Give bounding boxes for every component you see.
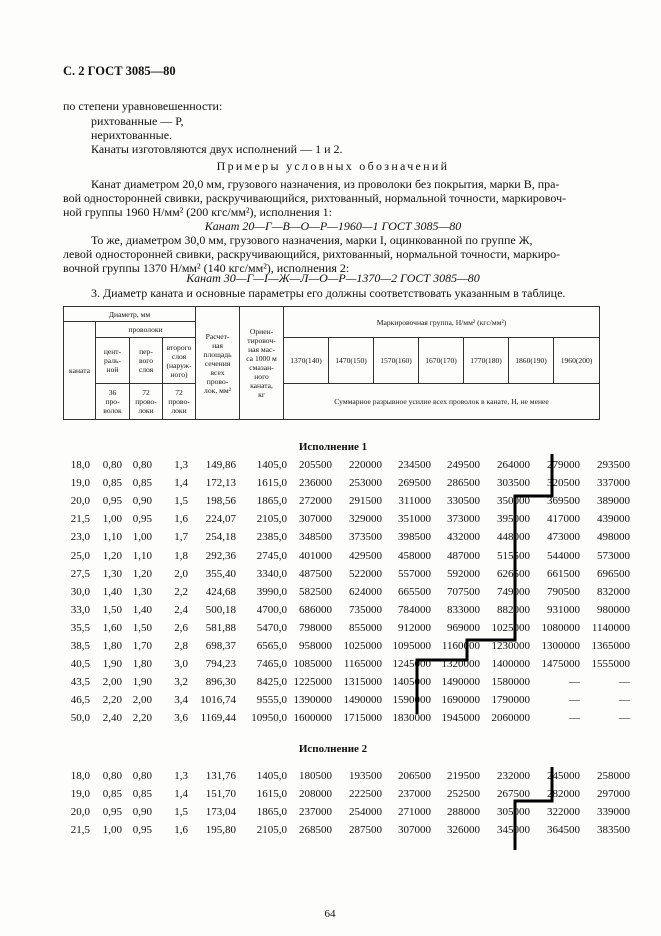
th-first-count: 72 прово- локи [130, 384, 163, 420]
table-cell: 735000 [349, 603, 382, 616]
section1-title: Исполнение 1 [298, 441, 368, 453]
table-cell: 624000 [349, 585, 382, 598]
table-cell: 1405,0 [256, 770, 287, 782]
table-cell: 1365000 [591, 640, 630, 652]
table-cell: 1405,0 [256, 459, 287, 471]
table-cell: 1016,74 [200, 694, 236, 707]
table-cell: 1,00 [102, 824, 122, 837]
table-cell: 1390000 [293, 694, 332, 707]
th-group-title: Маркировочная группа, Н/мм² (кгс/мм²) [284, 307, 600, 338]
table-cell: — [619, 676, 630, 689]
table-cell: 1,8 [174, 549, 188, 562]
table-cell: 254000 [349, 806, 382, 819]
table-cell: 307000 [398, 824, 431, 837]
table-cell: 896,30 [205, 676, 236, 689]
table-cell: 0,90 [132, 806, 152, 819]
table-cell: 232000 [497, 770, 530, 782]
table-cell: 1,80 [102, 640, 122, 652]
table-cell: 1230000 [491, 640, 530, 652]
table-cell: 0,90 [132, 495, 152, 508]
table-cell: 287500 [349, 824, 382, 837]
table-cell: 3340,0 [256, 567, 287, 580]
table-cell: 50,0 [70, 712, 90, 725]
table-cell: 1300000 [541, 640, 580, 652]
table-cell: 398500 [398, 531, 431, 544]
table-cell: 1615,0 [256, 477, 287, 490]
table-cell: 882000 [497, 603, 530, 616]
table-cell: — [569, 676, 580, 689]
table-cell: 193500 [349, 770, 382, 782]
table-cell: 1,50 [102, 603, 122, 616]
th-area: Расчет- ная площадь сечения всех прово- лок, мм² [196, 307, 240, 420]
table-cell: 487000 [447, 549, 480, 562]
table-cell: 395000 [497, 513, 530, 526]
table-cell: 1169,44 [200, 712, 236, 725]
table-cell: 544000 [547, 549, 580, 562]
table-cell: 833000 [447, 603, 480, 616]
table-cell: 698,37 [205, 640, 236, 652]
table-cell: 205500 [299, 459, 332, 471]
table-cell: 25,0 [70, 549, 90, 562]
table-cell: 369500 [547, 495, 580, 508]
table-cell: 292,36 [205, 549, 236, 562]
table-cell: 2,6 [174, 621, 188, 634]
intro-line-1: по степени уравновешенности: [63, 99, 223, 113]
th-central-count: 36 про- волок [96, 384, 130, 420]
table-cell: 790500 [547, 585, 580, 598]
table-cell: 35,5 [70, 621, 90, 634]
th-group-2: 1470(150) [329, 338, 374, 384]
table-cell: 245000 [547, 770, 580, 782]
table-cell: — [569, 712, 580, 725]
table-cell: 1,3 [174, 459, 188, 471]
table-cell: 2,0 [174, 567, 188, 580]
table-cell: 969000 [447, 621, 480, 634]
table-cell: 268500 [299, 824, 332, 837]
table-cell: 0,95 [102, 495, 122, 508]
table-cell: 267500 [497, 788, 530, 801]
th-first-layer: пер- вого слоя [130, 338, 163, 384]
table-cell: 383500 [597, 824, 630, 837]
table-cell: 320500 [547, 477, 580, 490]
table-cell: 424,68 [205, 585, 236, 598]
table-cell: 1945000 [441, 712, 480, 725]
table-cell: 258000 [597, 770, 630, 782]
table-cell: 794,23 [205, 658, 236, 671]
th-second-count: 72 прово- локи [163, 384, 196, 420]
table-cell: 1865,0 [256, 495, 287, 508]
table-cell: 557000 [398, 567, 431, 580]
table-cell: 1,70 [132, 640, 152, 652]
table-cell: 18,0 [70, 459, 90, 471]
table-cell: 2,8 [174, 640, 188, 652]
th-rope: каната [64, 322, 96, 420]
table-cell: 23,0 [70, 531, 90, 544]
table-cell: 0,85 [102, 477, 122, 490]
table-cell: 1,3 [174, 770, 188, 782]
table-cell: 0,80 [132, 770, 152, 782]
table-cell: 1790000 [491, 694, 530, 707]
table-cell: 3,6 [174, 712, 188, 725]
table-cell: 581,88 [205, 621, 236, 634]
table-cell: 19,0 [70, 477, 90, 490]
table-cell: 286500 [447, 477, 480, 490]
table-cell: 912000 [398, 621, 431, 634]
example1-designation: Канат 20—Г—В—О—Р—1960—1 ГОСТ 3085—80 [204, 219, 462, 233]
table-cell: 582500 [299, 585, 332, 598]
table-cell: 131,76 [205, 770, 236, 782]
table-cell: 1865,0 [256, 806, 287, 819]
page-header: С. 2 ГОСТ 3085—80 [63, 64, 176, 78]
table-cell: 0,80 [102, 459, 122, 471]
table-cell: 1615,0 [256, 788, 287, 801]
table-cell: 288000 [447, 806, 480, 819]
th-group-7: 1960(200) [554, 338, 600, 384]
table-cell: 855000 [349, 621, 382, 634]
table-cell: 18,0 [70, 770, 90, 782]
table-cell: 1085000 [293, 658, 332, 671]
table-cell: 198,56 [205, 495, 236, 508]
table-cell: 1,50 [132, 621, 152, 634]
table-cell: 1580000 [491, 676, 530, 689]
table-cell: 8425,0 [256, 676, 287, 689]
table-cell: 1,00 [102, 513, 122, 526]
table-cell: 236000 [299, 477, 332, 490]
table-cell: 1,20 [102, 549, 122, 562]
table-cell: 1225000 [293, 676, 332, 689]
table-cell: 172,13 [205, 477, 236, 490]
table-cell: 219500 [447, 770, 480, 782]
table-cell: 1555000 [591, 658, 630, 671]
th-central: цент- раль- ной [96, 338, 130, 384]
th-breaking-force: Суммарное разрывное усилие всех проволок в канате, Н, не менее [284, 384, 600, 420]
example1-line-1: Канат диаметром 20,0 мм, грузового назначения, из проволоки без покрытия, марки В, пра- [91, 177, 560, 191]
table-cell: 1140000 [591, 621, 630, 634]
table-cell: 515500 [497, 549, 530, 562]
table-cell: 798000 [299, 621, 332, 634]
table-cell: 931000 [547, 603, 580, 616]
table-cell: 2060000 [491, 712, 530, 725]
table-cell: 0,85 [132, 477, 152, 490]
table-cell: 2,20 [132, 712, 152, 725]
staircase-section2 [515, 767, 552, 850]
table-cell: 311000 [398, 495, 431, 508]
table-cell: 1,90 [132, 676, 152, 689]
example2-line-3: вочной группы 1370 Н/мм² (140 кгс/мм²), исполнения 2: [63, 261, 350, 275]
table-cell: 2,20 [102, 694, 122, 707]
table-cell: 249500 [447, 459, 480, 471]
table-cell: 19,0 [70, 788, 90, 801]
table-cell: 252500 [447, 788, 480, 801]
table-cell: 1025000 [343, 640, 382, 652]
table-cell: — [619, 712, 630, 725]
table-cell: 1,7 [174, 531, 188, 544]
table-cell: 0,80 [132, 459, 152, 471]
table-cell: 1405000 [392, 676, 431, 689]
table-cell: 1,6 [174, 824, 188, 837]
table-cell: 355,40 [205, 567, 236, 580]
table-cell: 458000 [398, 549, 431, 562]
table-cell: 151,70 [205, 788, 236, 801]
table-cell: 269500 [398, 477, 431, 490]
table-cell: 180500 [299, 770, 332, 782]
examples-title: Примеры условных обозначений [216, 159, 450, 173]
table-cell: 1,5 [174, 495, 188, 508]
table-cell: 2,00 [132, 694, 152, 707]
table-cell: 293500 [597, 459, 630, 471]
table-cell: 5470,0 [256, 621, 287, 634]
table-cell: 254,18 [205, 531, 236, 544]
table-cell: — [569, 694, 580, 707]
example2-line-1: То же, диаметром 30,0 мм, грузового назначения, марки I, оцинкованной по группе Ж, [91, 233, 533, 247]
table-cell: 448000 [497, 531, 530, 544]
table-cell: 27,5 [70, 567, 90, 580]
table-cell: 305000 [497, 806, 530, 819]
page-number: 64 [324, 908, 336, 920]
table-cell: 2,00 [102, 676, 122, 689]
table-cell: 2105,0 [256, 513, 287, 526]
table-cell: 337000 [597, 477, 630, 490]
table-cell: 3990,0 [256, 585, 287, 598]
th-mass: Ориен- тировоч- ная мас- са 1000 м смазан- ного каната, кг [240, 307, 284, 420]
intro-line-4: Канаты изготовляются двух исполнений — 1 и 2. [91, 142, 343, 156]
table-cell: 43,5 [70, 676, 90, 689]
table-cell: 1,80 [132, 658, 152, 671]
table-cell: 522000 [349, 567, 382, 580]
table-cell: 1,40 [132, 603, 152, 616]
staircase-section1 [417, 454, 552, 714]
table-cell: 980000 [597, 603, 630, 616]
table-cell: 1,5 [174, 806, 188, 819]
table-cell: 432000 [447, 531, 480, 544]
table-cell: 473000 [547, 531, 580, 544]
table-cell: 487500 [299, 567, 332, 580]
table-cell: 1715000 [343, 712, 382, 725]
table-cell: 348500 [299, 531, 332, 544]
table-cell: 373500 [349, 531, 382, 544]
table-cell: 1475000 [541, 658, 580, 671]
table-cell: 364500 [547, 824, 580, 837]
table-cell: 253000 [349, 477, 382, 490]
example1-line-3: ной группы 1960 Н/мм² (200 кгс/мм²), исполнения 1: [63, 205, 332, 219]
th-group-5: 1770(180) [464, 338, 509, 384]
table-cell: 1,30 [102, 567, 122, 580]
table-cell: 30,0 [70, 585, 90, 598]
table-cell: 234500 [398, 459, 431, 471]
table-cell: 297000 [597, 788, 630, 801]
table-cell: 1315000 [343, 676, 382, 689]
intro-line-3: нерихтованные. [91, 128, 173, 142]
clause-3: 3. Диаметр каната и основные параметры его должны соответствовать указанным в таблице. [91, 286, 566, 300]
table-cell: 429500 [349, 549, 382, 562]
table-cell: 264000 [497, 459, 530, 471]
table-cell: 329000 [349, 513, 382, 526]
table-cell: 1400000 [491, 658, 530, 671]
table-cell: 351000 [398, 513, 431, 526]
table-cell: 417000 [547, 513, 580, 526]
table-cell: 195,80 [205, 824, 236, 837]
table-cell: 21,5 [70, 513, 90, 526]
table-cell: 498000 [597, 531, 630, 544]
table-cell: 1600000 [293, 712, 332, 725]
table-cell: 749000 [497, 585, 530, 598]
table-cell: 0,85 [102, 788, 122, 801]
table-cell: 626500 [497, 567, 530, 580]
table-cell: 1,6 [174, 513, 188, 526]
table-cell: 832000 [597, 585, 630, 598]
table-cell: 38,5 [70, 640, 90, 652]
table-cell: 707500 [447, 585, 480, 598]
table-cell: 206500 [398, 770, 431, 782]
table-cell: 307000 [299, 513, 332, 526]
table-cell: 2,2 [174, 585, 188, 598]
table-cell: 322000 [547, 806, 580, 819]
table-cell: 1,40 [102, 585, 122, 598]
table-cell: 0,95 [132, 824, 152, 837]
table-cell: 330500 [447, 495, 480, 508]
table-cell: 784000 [398, 603, 431, 616]
table-cell: 0,95 [102, 806, 122, 819]
table-cell: 350000 [497, 495, 530, 508]
table-cell: 500,18 [205, 603, 236, 616]
table-cell: 1,10 [132, 549, 152, 562]
table-cell: 573000 [597, 549, 630, 562]
table-cell: 401000 [299, 549, 332, 562]
table-cell: 224,07 [205, 513, 236, 526]
table-cell: 1025000 [491, 621, 530, 634]
table-cell: 40,5 [70, 658, 90, 671]
table-cell: 173,04 [205, 806, 236, 819]
table-cell: 2385,0 [256, 531, 287, 544]
table-cell: 2,4 [174, 603, 188, 616]
table-cell: 2,40 [102, 712, 122, 725]
table-cell: 1,30 [132, 585, 152, 598]
table-cell: 0,80 [102, 770, 122, 782]
table-cell: 20,0 [70, 806, 90, 819]
table-cell: 1690000 [441, 694, 480, 707]
intro-line-2: рихтованные — Р, [91, 114, 184, 128]
table-cell: 1160000 [441, 640, 480, 652]
table-cell: 3,0 [174, 658, 188, 671]
table-cell: 33,0 [70, 603, 90, 616]
table-cell: 665500 [398, 585, 431, 598]
table-cell: 1490000 [343, 694, 382, 707]
table-cell: 1165000 [343, 658, 382, 671]
example2-line-2: левой односторонней свивки, раскручивающийся, рихтованный, нормальной точности, маркиро- [63, 247, 561, 261]
table-cell: 1245000 [392, 658, 431, 671]
th-second-layer: второго слоя (наруж- ного) [163, 338, 196, 384]
table-cell: 1,00 [132, 531, 152, 544]
table-cell: 326000 [447, 824, 480, 837]
table-cell: 1830000 [392, 712, 431, 725]
table-cell: 592000 [447, 567, 480, 580]
th-group-1: 1370(140) [284, 338, 329, 384]
table-cell: 661500 [547, 567, 580, 580]
table-cell: 1095000 [392, 640, 431, 652]
table-cell: 1,60 [102, 621, 122, 634]
table-cell: 345000 [497, 824, 530, 837]
section2-title: Исполнение 2 [298, 743, 368, 755]
table-cell: 3,2 [174, 676, 188, 689]
table-cell: 7465,0 [256, 658, 287, 671]
table-cell: 1590000 [392, 694, 431, 707]
table-cell: 149,86 [205, 459, 236, 471]
table-cell: 237000 [398, 788, 431, 801]
table-cell: 2105,0 [256, 824, 287, 837]
table-cell: — [619, 694, 630, 707]
example1-line-2: вой односторонней свивки, раскручивающийся, рихтованный, нормальной точности, маркировоч- [63, 191, 567, 205]
table-cell: 10950,0 [251, 712, 287, 725]
table-cell: 1490000 [441, 676, 480, 689]
table-cell: 282000 [547, 788, 580, 801]
table-cell: 20,0 [70, 495, 90, 508]
table-cell: 9555,0 [256, 694, 287, 707]
table-cell: 237000 [299, 806, 332, 819]
table-cell: 0,95 [132, 513, 152, 526]
th-diameter: Диаметр, мм [64, 307, 196, 322]
table-cell: 1,90 [102, 658, 122, 671]
table-cell: 373000 [447, 513, 480, 526]
th-group-3: 1570(160) [374, 338, 419, 384]
table-cell: 208000 [299, 788, 332, 801]
table-cell: 272000 [299, 495, 332, 508]
table-cell: 6565,0 [256, 640, 287, 652]
table-cell: 1,20 [132, 567, 152, 580]
table-cell: 389000 [597, 495, 630, 508]
table-cell: 1,4 [174, 477, 188, 490]
table-cell: 0,85 [132, 788, 152, 801]
table-cell: 439000 [597, 513, 630, 526]
table-cell: 4700,0 [256, 603, 287, 616]
th-wires: проволоки [96, 322, 196, 338]
table-cell: 1320000 [441, 658, 480, 671]
table-cell: 291500 [349, 495, 382, 508]
table-cell: 958000 [299, 640, 332, 652]
table-cell: 2745,0 [256, 549, 287, 562]
table-cell: 1080000 [541, 621, 580, 634]
table-cell: 1,4 [174, 788, 188, 801]
th-group-4: 1670(170) [419, 338, 464, 384]
example2-designation: Канат 30—Г—I—Ж—Л—О—Р—1370—2 ГОСТ 3085—80 [186, 271, 480, 285]
table-cell: 21,5 [70, 824, 90, 837]
table-cell: 303500 [497, 477, 530, 490]
table-cell: 46,5 [70, 694, 90, 707]
table-cell: 1,10 [102, 531, 122, 544]
table-cell: 220000 [349, 459, 382, 471]
table-cell: 339000 [597, 806, 630, 819]
table-cell: 696500 [597, 567, 630, 580]
table-cell: 271000 [398, 806, 431, 819]
table-cell: 3,4 [174, 694, 188, 707]
table-cell: 686000 [299, 603, 332, 616]
table-cell: 222500 [349, 788, 382, 801]
th-group-6: 1860(190) [509, 338, 554, 384]
table-cell: 279000 [547, 459, 580, 471]
